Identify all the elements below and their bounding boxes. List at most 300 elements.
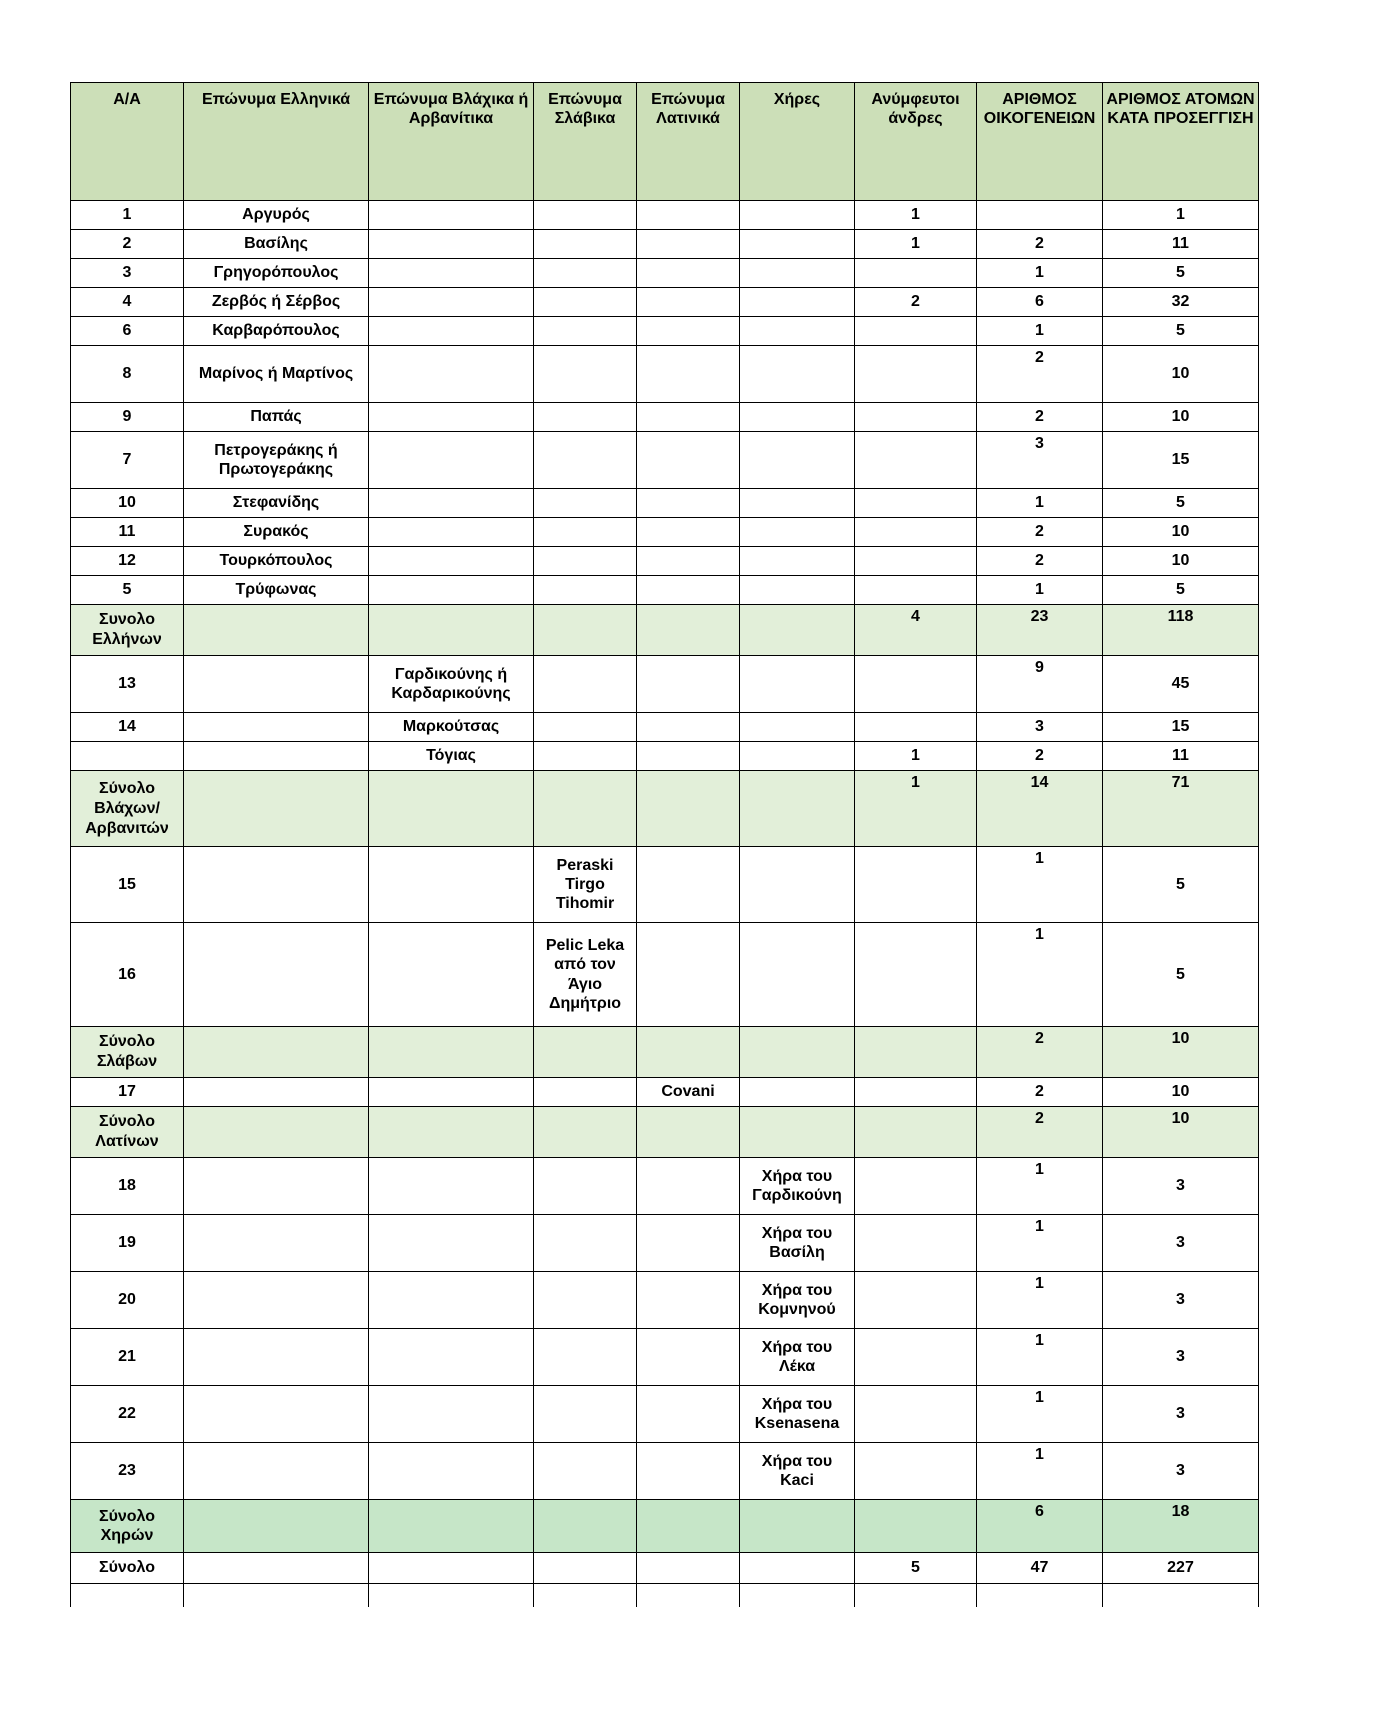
cell-latin-surname bbox=[637, 1386, 740, 1443]
cell-widow bbox=[740, 742, 855, 771]
table-row bbox=[71, 1553, 1259, 1584]
cell-aa: 1 bbox=[71, 201, 184, 230]
cell-widow bbox=[740, 1078, 855, 1107]
cell-aa: 17 bbox=[71, 1078, 184, 1107]
cell-latin-surname bbox=[637, 847, 740, 923]
column-header-widows: Χήρες bbox=[740, 83, 855, 201]
cell-persons: 3 bbox=[1103, 1215, 1259, 1272]
cell-slavic-surname bbox=[534, 1443, 637, 1500]
cell-vlach-surname bbox=[369, 1584, 534, 1608]
cell-slavic-surname bbox=[534, 1553, 637, 1584]
cell-slavic-surname bbox=[534, 1027, 637, 1078]
cell-persons: 71 bbox=[1103, 771, 1259, 847]
cell-slavic-surname bbox=[534, 1078, 637, 1107]
cell-aa: Σύνολο Χηρών bbox=[71, 1500, 184, 1553]
cell-latin-surname bbox=[637, 1443, 740, 1500]
cell-widow bbox=[740, 771, 855, 847]
table-row bbox=[71, 605, 1259, 656]
cell-aa: Σύνολο Λατίνων bbox=[71, 1107, 184, 1158]
cell-latin-surname bbox=[637, 403, 740, 432]
cell-greek-surname: Συρακός bbox=[184, 518, 369, 547]
cell-greek-surname: Μαρίνος ή Μαρτίνος bbox=[184, 346, 369, 403]
cell-unmarried-men bbox=[855, 1158, 977, 1215]
cell-families: 2 bbox=[977, 547, 1103, 576]
cell-unmarried-men bbox=[855, 1584, 977, 1608]
cell-vlach-surname bbox=[369, 489, 534, 518]
cell-slavic-surname bbox=[534, 713, 637, 742]
cell-vlach-surname bbox=[369, 288, 534, 317]
cell-greek-surname bbox=[184, 1158, 369, 1215]
table-row bbox=[71, 576, 1259, 605]
cell-unmarried-men: 1 bbox=[855, 201, 977, 230]
cell-greek-surname: Βασίλης bbox=[184, 230, 369, 259]
census-table bbox=[70, 82, 1259, 1607]
table-row bbox=[71, 1078, 1259, 1107]
table-row bbox=[71, 742, 1259, 771]
cell-persons: 5 bbox=[1103, 489, 1259, 518]
cell-latin-surname bbox=[637, 771, 740, 847]
cell-unmarried-men bbox=[855, 1443, 977, 1500]
table-row bbox=[71, 713, 1259, 742]
column-header-number-of-families: ΑΡΙΘΜΟΣ ΟΙΚΟΓΕΝΕΙΩΝ bbox=[977, 83, 1103, 201]
cell-slavic-surname: Peraski Tirgo Tihomir bbox=[534, 847, 637, 923]
cell-widow bbox=[740, 259, 855, 288]
cell-families bbox=[977, 1584, 1103, 1608]
cell-widow bbox=[740, 432, 855, 489]
table-row bbox=[71, 771, 1259, 847]
cell-slavic-surname bbox=[534, 317, 637, 346]
cell-unmarried-men bbox=[855, 489, 977, 518]
cell-persons: 5 bbox=[1103, 317, 1259, 346]
cell-slavic-surname bbox=[534, 656, 637, 713]
cell-vlach-surname bbox=[369, 771, 534, 847]
cell-vlach-surname bbox=[369, 518, 534, 547]
cell-latin-surname bbox=[637, 1158, 740, 1215]
cell-widow: Χήρα του Ksenasena bbox=[740, 1386, 855, 1443]
cell-latin-surname bbox=[637, 346, 740, 403]
cell-latin-surname bbox=[637, 259, 740, 288]
cell-persons: 5 bbox=[1103, 259, 1259, 288]
cell-aa bbox=[71, 1584, 184, 1608]
cell-vlach-surname bbox=[369, 1158, 534, 1215]
cell-latin-surname bbox=[637, 201, 740, 230]
cell-widow bbox=[740, 1107, 855, 1158]
cell-slavic-surname bbox=[534, 771, 637, 847]
cell-aa: 2 bbox=[71, 230, 184, 259]
cell-vlach-surname bbox=[369, 547, 534, 576]
table-row bbox=[71, 923, 1259, 1027]
cell-unmarried-men bbox=[855, 1500, 977, 1553]
cell-greek-surname: Καρβαρόπουλος bbox=[184, 317, 369, 346]
cell-aa: Συνολο Ελλήνων bbox=[71, 605, 184, 656]
table-row-partial bbox=[71, 1584, 1259, 1608]
cell-families: 1 bbox=[977, 1158, 1103, 1215]
cell-aa: 5 bbox=[71, 576, 184, 605]
cell-families: 1 bbox=[977, 317, 1103, 346]
cell-families: 1 bbox=[977, 576, 1103, 605]
cell-greek-surname bbox=[184, 1329, 369, 1386]
cell-latin-surname bbox=[637, 742, 740, 771]
cell-unmarried-men bbox=[855, 1215, 977, 1272]
cell-slavic-surname bbox=[534, 1500, 637, 1553]
cell-aa: 9 bbox=[71, 403, 184, 432]
cell-slavic-surname bbox=[534, 576, 637, 605]
cell-families: 2 bbox=[977, 1107, 1103, 1158]
cell-vlach-surname bbox=[369, 847, 534, 923]
table-row bbox=[71, 317, 1259, 346]
cell-unmarried-men bbox=[855, 713, 977, 742]
cell-families: 1 bbox=[977, 1329, 1103, 1386]
cell-latin-surname bbox=[637, 317, 740, 346]
cell-aa: 6 bbox=[71, 317, 184, 346]
cell-slavic-surname: Pelic Leka από τον Άγιο Δημήτριο bbox=[534, 923, 637, 1027]
cell-greek-surname bbox=[184, 605, 369, 656]
cell-persons: 10 bbox=[1103, 1107, 1259, 1158]
cell-persons: 45 bbox=[1103, 656, 1259, 713]
table-row bbox=[71, 1158, 1259, 1215]
cell-greek-surname bbox=[184, 742, 369, 771]
cell-vlach-surname bbox=[369, 346, 534, 403]
cell-latin-surname bbox=[637, 605, 740, 656]
cell-greek-surname bbox=[184, 1553, 369, 1584]
cell-widow: Χήρα του Κομνηνού bbox=[740, 1272, 855, 1329]
cell-slavic-surname bbox=[534, 432, 637, 489]
table-row bbox=[71, 1215, 1259, 1272]
cell-latin-surname bbox=[637, 1500, 740, 1553]
cell-latin-surname bbox=[637, 432, 740, 489]
cell-widow bbox=[740, 547, 855, 576]
cell-vlach-surname: Γαρδικούνης ή Καρδαρικούνης bbox=[369, 656, 534, 713]
cell-aa: 16 bbox=[71, 923, 184, 1027]
cell-persons: 10 bbox=[1103, 518, 1259, 547]
cell-widow: Χήρα του Kaci bbox=[740, 1443, 855, 1500]
cell-greek-surname bbox=[184, 1027, 369, 1078]
cell-slavic-surname bbox=[534, 742, 637, 771]
cell-persons: 3 bbox=[1103, 1272, 1259, 1329]
cell-persons: 15 bbox=[1103, 432, 1259, 489]
cell-persons: 227 bbox=[1103, 1553, 1259, 1584]
cell-aa: 8 bbox=[71, 346, 184, 403]
cell-vlach-surname bbox=[369, 1329, 534, 1386]
cell-unmarried-men bbox=[855, 1107, 977, 1158]
cell-slavic-surname bbox=[534, 547, 637, 576]
table-row bbox=[71, 518, 1259, 547]
cell-widow: Χήρα του Λέκα bbox=[740, 1329, 855, 1386]
cell-persons: 5 bbox=[1103, 576, 1259, 605]
cell-families: 1 bbox=[977, 1272, 1103, 1329]
cell-vlach-surname bbox=[369, 259, 534, 288]
cell-families: 2 bbox=[977, 518, 1103, 547]
cell-families: 1 bbox=[977, 1443, 1103, 1500]
cell-persons bbox=[1103, 1584, 1259, 1608]
cell-unmarried-men bbox=[855, 923, 977, 1027]
cell-greek-surname: Πετρογεράκης ή Πρωτογεράκης bbox=[184, 432, 369, 489]
cell-vlach-surname bbox=[369, 403, 534, 432]
cell-families: 2 bbox=[977, 230, 1103, 259]
cell-slavic-surname bbox=[534, 230, 637, 259]
cell-families: 3 bbox=[977, 713, 1103, 742]
cell-unmarried-men: 4 bbox=[855, 605, 977, 656]
cell-vlach-surname bbox=[369, 1500, 534, 1553]
cell-families: 14 bbox=[977, 771, 1103, 847]
cell-aa: 18 bbox=[71, 1158, 184, 1215]
cell-families: 2 bbox=[977, 1078, 1103, 1107]
table-row bbox=[71, 1107, 1259, 1158]
cell-widow bbox=[740, 656, 855, 713]
cell-aa: Σύνολο bbox=[71, 1553, 184, 1584]
cell-slavic-surname bbox=[534, 1386, 637, 1443]
cell-unmarried-men bbox=[855, 1386, 977, 1443]
cell-greek-surname bbox=[184, 1078, 369, 1107]
cell-persons: 118 bbox=[1103, 605, 1259, 656]
cell-families: 1 bbox=[977, 259, 1103, 288]
cell-aa: 19 bbox=[71, 1215, 184, 1272]
cell-unmarried-men: 1 bbox=[855, 771, 977, 847]
cell-greek-surname: Στεφανίδης bbox=[184, 489, 369, 518]
cell-slavic-surname bbox=[534, 1107, 637, 1158]
cell-greek-surname: Τουρκόπουλος bbox=[184, 547, 369, 576]
cell-vlach-surname bbox=[369, 1386, 534, 1443]
cell-greek-surname: Τρύφωνας bbox=[184, 576, 369, 605]
cell-widow bbox=[740, 489, 855, 518]
cell-aa: 11 bbox=[71, 518, 184, 547]
table-row bbox=[71, 403, 1259, 432]
cell-slavic-surname bbox=[534, 201, 637, 230]
cell-persons: 3 bbox=[1103, 1329, 1259, 1386]
cell-latin-surname bbox=[637, 230, 740, 259]
cell-unmarried-men: 2 bbox=[855, 288, 977, 317]
table-row bbox=[71, 489, 1259, 518]
cell-vlach-surname bbox=[369, 201, 534, 230]
cell-unmarried-men bbox=[855, 656, 977, 713]
cell-greek-surname bbox=[184, 1107, 369, 1158]
cell-families bbox=[977, 201, 1103, 230]
cell-families: 2 bbox=[977, 1027, 1103, 1078]
cell-unmarried-men bbox=[855, 403, 977, 432]
cell-greek-surname bbox=[184, 1272, 369, 1329]
cell-aa: 14 bbox=[71, 713, 184, 742]
cell-unmarried-men bbox=[855, 547, 977, 576]
cell-persons: 1 bbox=[1103, 201, 1259, 230]
cell-persons: 3 bbox=[1103, 1443, 1259, 1500]
cell-greek-surname bbox=[184, 1584, 369, 1608]
cell-widow bbox=[740, 1500, 855, 1553]
cell-unmarried-men bbox=[855, 1329, 977, 1386]
cell-families: 1 bbox=[977, 923, 1103, 1027]
cell-aa: Σύνολο Βλάχων/ Αρβανιτών bbox=[71, 771, 184, 847]
cell-families: 47 bbox=[977, 1553, 1103, 1584]
cell-greek-surname bbox=[184, 713, 369, 742]
cell-slavic-surname bbox=[534, 489, 637, 518]
header-row bbox=[71, 83, 1259, 201]
table-header bbox=[71, 83, 1259, 201]
cell-families: 6 bbox=[977, 288, 1103, 317]
cell-aa bbox=[71, 742, 184, 771]
cell-persons: 10 bbox=[1103, 1027, 1259, 1078]
cell-widow bbox=[740, 288, 855, 317]
cell-persons: 32 bbox=[1103, 288, 1259, 317]
cell-persons: 3 bbox=[1103, 1158, 1259, 1215]
cell-greek-surname bbox=[184, 771, 369, 847]
cell-vlach-surname bbox=[369, 576, 534, 605]
column-header-latin-surnames: Επώνυμα Λατινικά bbox=[637, 83, 740, 201]
cell-latin-surname: Covani bbox=[637, 1078, 740, 1107]
table-row bbox=[71, 259, 1259, 288]
cell-persons: 3 bbox=[1103, 1386, 1259, 1443]
cell-aa: Σύνολο Σλάβων bbox=[71, 1027, 184, 1078]
table-row bbox=[71, 230, 1259, 259]
table-row bbox=[71, 1386, 1259, 1443]
cell-aa: 20 bbox=[71, 1272, 184, 1329]
cell-unmarried-men bbox=[855, 317, 977, 346]
cell-widow bbox=[740, 576, 855, 605]
cell-persons: 5 bbox=[1103, 923, 1259, 1027]
cell-unmarried-men bbox=[855, 259, 977, 288]
cell-widow bbox=[740, 201, 855, 230]
cell-unmarried-men: 1 bbox=[855, 742, 977, 771]
cell-persons: 10 bbox=[1103, 547, 1259, 576]
cell-vlach-surname bbox=[369, 1553, 534, 1584]
cell-greek-surname: Γρηγορόπουλος bbox=[184, 259, 369, 288]
cell-aa: 15 bbox=[71, 847, 184, 923]
cell-widow bbox=[740, 1584, 855, 1608]
cell-persons: 10 bbox=[1103, 403, 1259, 432]
cell-persons: 10 bbox=[1103, 1078, 1259, 1107]
table-row bbox=[71, 1443, 1259, 1500]
cell-widow bbox=[740, 346, 855, 403]
column-header-greek-surnames: Επώνυμα Ελληνικά bbox=[184, 83, 369, 201]
cell-slavic-surname bbox=[534, 403, 637, 432]
cell-latin-surname bbox=[637, 923, 740, 1027]
cell-aa: 4 bbox=[71, 288, 184, 317]
cell-greek-surname bbox=[184, 847, 369, 923]
cell-families: 2 bbox=[977, 742, 1103, 771]
cell-slavic-surname bbox=[534, 1584, 637, 1608]
cell-greek-surname bbox=[184, 923, 369, 1027]
cell-latin-surname bbox=[637, 576, 740, 605]
cell-vlach-surname bbox=[369, 1215, 534, 1272]
table-row bbox=[71, 656, 1259, 713]
column-header-approx-persons: ΑΡΙΘΜΟΣ ΑΤΟΜΩΝ ΚΑΤΑ ΠΡΟΣΕΓΓΙΣΗ bbox=[1103, 83, 1259, 201]
cell-latin-surname bbox=[637, 1027, 740, 1078]
cell-widow bbox=[740, 847, 855, 923]
cell-greek-surname bbox=[184, 656, 369, 713]
cell-families: 1 bbox=[977, 1386, 1103, 1443]
cell-latin-surname bbox=[637, 547, 740, 576]
cell-latin-surname bbox=[637, 713, 740, 742]
cell-vlach-surname bbox=[369, 1027, 534, 1078]
cell-widow bbox=[740, 713, 855, 742]
cell-widow: Χήρα του Γαρδικούνη bbox=[740, 1158, 855, 1215]
cell-families: 1 bbox=[977, 1215, 1103, 1272]
cell-vlach-surname bbox=[369, 1272, 534, 1329]
cell-persons: 5 bbox=[1103, 847, 1259, 923]
cell-families: 1 bbox=[977, 489, 1103, 518]
cell-unmarried-men: 1 bbox=[855, 230, 977, 259]
cell-widow bbox=[740, 230, 855, 259]
cell-widow bbox=[740, 518, 855, 547]
cell-latin-surname bbox=[637, 656, 740, 713]
table-row bbox=[71, 1500, 1259, 1553]
cell-latin-surname bbox=[637, 1107, 740, 1158]
cell-latin-surname bbox=[637, 1215, 740, 1272]
cell-families: 23 bbox=[977, 605, 1103, 656]
cell-slavic-surname bbox=[534, 1215, 637, 1272]
cell-persons: 18 bbox=[1103, 1500, 1259, 1553]
table-row bbox=[71, 201, 1259, 230]
cell-vlach-surname: Τόγιας bbox=[369, 742, 534, 771]
cell-aa: 13 bbox=[71, 656, 184, 713]
cell-vlach-surname bbox=[369, 432, 534, 489]
cell-vlach-surname: Μαρκούτσας bbox=[369, 713, 534, 742]
cell-widow: Χήρα του Βασίλη bbox=[740, 1215, 855, 1272]
cell-families: 6 bbox=[977, 1500, 1103, 1553]
cell-vlach-surname bbox=[369, 230, 534, 259]
cell-slavic-surname bbox=[534, 1158, 637, 1215]
cell-latin-surname bbox=[637, 489, 740, 518]
column-header-aa: Α/Α bbox=[71, 83, 184, 201]
cell-persons: 11 bbox=[1103, 742, 1259, 771]
cell-widow bbox=[740, 1553, 855, 1584]
cell-latin-surname bbox=[637, 518, 740, 547]
cell-slavic-surname bbox=[534, 605, 637, 656]
cell-greek-surname bbox=[184, 1500, 369, 1553]
cell-aa: 7 bbox=[71, 432, 184, 489]
column-header-unmarried-men: Ανύμφευτοι άνδρες bbox=[855, 83, 977, 201]
cell-unmarried-men bbox=[855, 432, 977, 489]
table-row bbox=[71, 1272, 1259, 1329]
cell-families: 9 bbox=[977, 656, 1103, 713]
cell-unmarried-men bbox=[855, 847, 977, 923]
cell-greek-surname: Αργυρός bbox=[184, 201, 369, 230]
cell-latin-surname bbox=[637, 1272, 740, 1329]
cell-slavic-surname bbox=[534, 1272, 637, 1329]
cell-vlach-surname bbox=[369, 317, 534, 346]
column-header-vlach-arvanite-surnames: Επώνυμα Βλάχικα ή Αρβανίτικα bbox=[369, 83, 534, 201]
table-row bbox=[71, 1027, 1259, 1078]
cell-families: 3 bbox=[977, 432, 1103, 489]
cell-vlach-surname bbox=[369, 1078, 534, 1107]
cell-slavic-surname bbox=[534, 288, 637, 317]
cell-vlach-surname bbox=[369, 1443, 534, 1500]
cell-slavic-surname bbox=[534, 259, 637, 288]
cell-slavic-surname bbox=[534, 1329, 637, 1386]
table-row bbox=[71, 288, 1259, 317]
cell-aa: 23 bbox=[71, 1443, 184, 1500]
cell-widow bbox=[740, 1027, 855, 1078]
cell-aa: 22 bbox=[71, 1386, 184, 1443]
cell-aa: 12 bbox=[71, 547, 184, 576]
cell-unmarried-men bbox=[855, 1078, 977, 1107]
cell-greek-surname bbox=[184, 1215, 369, 1272]
cell-families: 2 bbox=[977, 346, 1103, 403]
cell-greek-surname: Παπάς bbox=[184, 403, 369, 432]
cell-unmarried-men bbox=[855, 1027, 977, 1078]
table-row bbox=[71, 432, 1259, 489]
cell-vlach-surname bbox=[369, 923, 534, 1027]
cell-aa: 21 bbox=[71, 1329, 184, 1386]
cell-latin-surname bbox=[637, 288, 740, 317]
cell-latin-surname bbox=[637, 1553, 740, 1584]
table-row bbox=[71, 1329, 1259, 1386]
cell-unmarried-men: 5 bbox=[855, 1553, 977, 1584]
table-row bbox=[71, 547, 1259, 576]
column-header-slavic-surnames: Επώνυμα Σλάβικα bbox=[534, 83, 637, 201]
cell-widow bbox=[740, 403, 855, 432]
cell-widow bbox=[740, 923, 855, 1027]
cell-aa: 3 bbox=[71, 259, 184, 288]
table-row bbox=[71, 346, 1259, 403]
